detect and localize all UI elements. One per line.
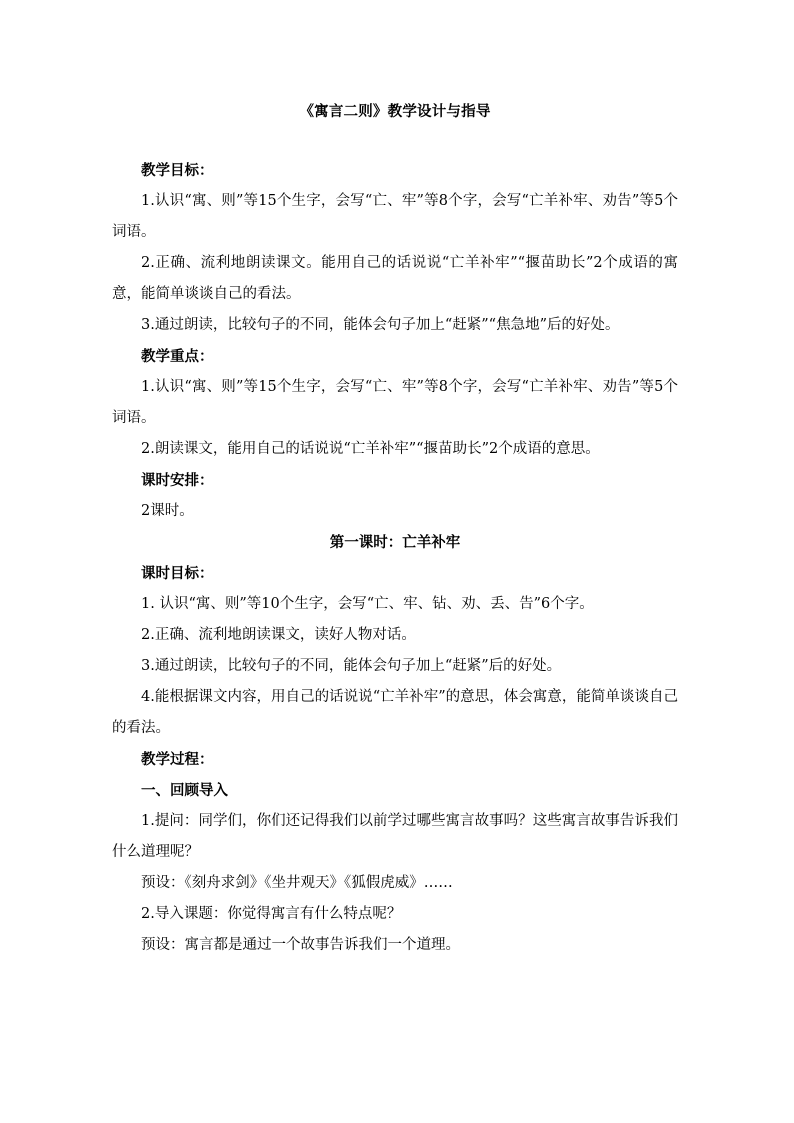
document-title: 《寓言二则》教学设计与指导 [299, 103, 491, 120]
process-item: 预设：寓言都是通过一个故事告诉我们一个道理。 [141, 937, 460, 953]
lesson1-goal-item: 4.能根据课文内容，用自己的话说说“亡羊补牢”的意思，体会寓意，能简单谈谈自己的看法。 [112, 689, 678, 736]
lesson1-goal-item: 3.通过朗读，比较句子的不同，能体会句子加上“赶紧”后的好处。 [141, 658, 562, 674]
lesson1-goals-heading: 课时目标： [141, 565, 214, 582]
key-points-heading: 教学重点： [141, 348, 214, 365]
teaching-goal-item: 1.认识“寓、则”等15个生字，会写“亡、牢”等8个字，会写“亡羊补牢、劝告”等5个词语。 [112, 193, 678, 240]
lesson1-title: 第一课时：亡羊补牢 [329, 534, 461, 551]
lesson1-goal-item: 1. 认识“寓、则”等10个生字，会写“亡、牢、钻、劝、丢、告”6个字。 [141, 596, 594, 612]
process-heading: 教学过程： [141, 751, 214, 768]
document-body [112, 97, 678, 961]
process-item: 1.提问：同学们，你们还记得我们以前学过哪些寓言故事吗？这些寓言故事告诉我们什么道理呢？ [112, 813, 678, 860]
key-point-item: 1.认识“寓、则”等15个生字，会写“亡、牢”等8个字，会写“亡羊补牢、劝告”等5个词语。 [112, 379, 678, 426]
teaching-goal-item: 2.正确、流利地朗读课文。能用自己的话说说“亡羊补牢”“揠苗助长”2个成语的寓意，能简单谈谈自己的看法。 [112, 255, 678, 302]
schedule-heading: 课时安排： [141, 472, 214, 489]
section-heading: 一、回顾导入 [141, 782, 228, 799]
teaching-goals-heading: 教学目标： [141, 162, 214, 179]
key-point-item: 2.朗读课文，能用自己的话说说“亡羊补牢”“揠苗助长”2个成语的意思。 [141, 441, 600, 457]
lesson1-goal-item: 2.正确、流利地朗读课文，读好人物对话。 [141, 627, 416, 643]
schedule-text: 2课时。 [141, 503, 194, 519]
process-item: 2.导入课题：你觉得寓言有什么特点呢？ [141, 906, 402, 922]
process-item: 预设：《刻舟求剑》《坐井观天》《狐假虎威》…… [141, 875, 453, 891]
teaching-goal-item: 3.通过朗读，比较句子的不同，能体会句子加上“赶紧”“焦急地”后的好处。 [141, 317, 620, 333]
